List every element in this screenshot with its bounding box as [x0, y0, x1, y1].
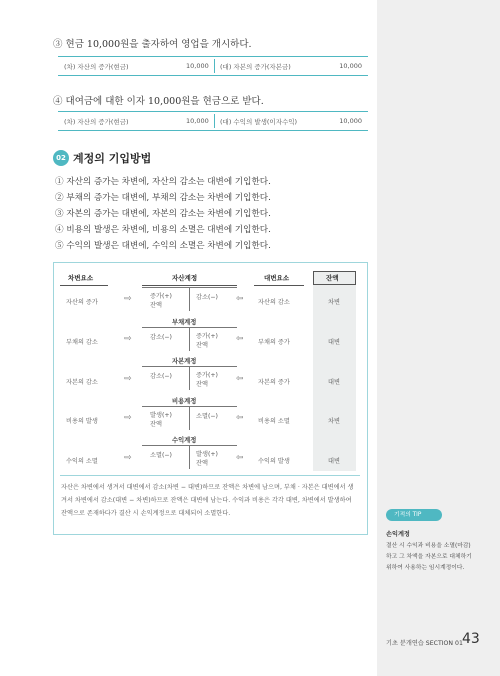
row-2-left: 감소(−)	[150, 334, 172, 341]
tip-body: 결산 시 수익과 비용을 소멸(마감)하고 그 차액을 자본으로 대체하기 위하여 사용하는 임시계정이다.	[386, 543, 472, 571]
arrow-left-icon: ⇦	[236, 374, 244, 384]
row-4-debit-element: 비용의 발생	[66, 418, 98, 425]
tip-badge-label: 기적의 TIP	[394, 512, 422, 518]
row-2-debit-element: 부채의 감소	[66, 339, 98, 346]
header-credit-element: 대변요소	[264, 274, 290, 282]
entry-3-credit: (대) 자본의 증가(자본금)	[220, 63, 291, 71]
page-number: 43	[462, 631, 480, 647]
rule-3: ③ 자본의 증가는 대변에, 자본의 감소는 차변에 기입한다.	[55, 209, 271, 219]
row-1-debit-element: 자산의 증가	[66, 299, 98, 306]
arrow-right-icon: ⇨	[124, 294, 132, 304]
header-underline	[254, 285, 304, 286]
tip-title: 손익계정	[386, 531, 410, 538]
section-number-badge: 02	[53, 150, 69, 166]
table-note: 자산은 차변에서 생겨서 대변에서 감소(차변 − 대변)하므로 잔액은 차변에 남으며, 부채 · 자본은 대변에서 생겨서 차변에서 감소(대변 − 차변)하므로 잔액은 대변에 남는다. 수익과 비용은 각각 대변, 차변에서 발생하여 잔액으로 존재하다가 결산 시 손익계정으로 대체되어 소멸한다.	[61, 484, 354, 517]
row-2-account: 부채계정	[172, 319, 197, 326]
balance-header-box	[313, 271, 356, 285]
footer-section-label: 기초 분개연습 SECTION 01	[386, 640, 463, 647]
arrow-right-icon: ⇨	[124, 334, 132, 344]
row-2-right: 증가(+) 잔액	[196, 333, 218, 349]
header-underline	[60, 285, 108, 286]
t-account-divider	[189, 287, 190, 311]
entry-3-debit-amount: 10,000	[186, 62, 209, 70]
header-balance: 잔액	[326, 274, 339, 282]
row-5-right: 발생(+) 잔액	[196, 451, 218, 467]
arrow-left-icon: ⇦	[236, 453, 244, 463]
arrow-left-icon: ⇦	[236, 413, 244, 423]
section-title: 계정의 기입방법	[73, 152, 152, 165]
row-1-balance: 차변	[328, 299, 340, 306]
sidebar-panel	[377, 0, 500, 676]
entry-separator	[214, 59, 215, 73]
header-account: 자산계정	[172, 274, 198, 282]
row-3-debit-element: 자본의 감소	[66, 379, 98, 386]
transaction-3-text: ③ 현금 10,000원을 출자하여 영업을 개시하다.	[53, 39, 252, 50]
entry-4-debit-amount: 10,000	[186, 117, 209, 125]
row-5-account: 수익계정	[172, 437, 197, 444]
row-2-balance: 대변	[328, 339, 340, 346]
rule-5: ⑤ 수익의 발생은 대변에, 수익의 소멸은 차변에 기입한다.	[55, 241, 271, 251]
transaction-4-text: ④ 대여금에 대한 이자 10,000원을 현금으로 받다.	[53, 96, 264, 107]
arrow-left-icon: ⇦	[236, 334, 244, 344]
row-2-credit-element: 부채의 증가	[258, 339, 290, 346]
row-5-debit-element: 수익의 소멸	[66, 458, 98, 465]
arrow-left-icon: ⇦	[236, 294, 244, 304]
row-3-right: 증가(+) 잔액	[196, 372, 218, 388]
row-5-left: 소멸(−)	[150, 452, 172, 459]
rule-4: ④ 비용의 발생은 차변에, 비용의 소멸은 대변에 기입한다.	[55, 225, 271, 235]
row-1-credit-element: 자산의 감소	[258, 299, 290, 306]
entry-3-credit-amount: 10,000	[339, 62, 362, 70]
row-5-balance: 대변	[328, 458, 340, 465]
row-1-right: 감소(−)	[196, 294, 218, 301]
arrow-right-icon: ⇨	[124, 453, 132, 463]
entry-4-credit: (대) 수익의 발생(이자수익)	[220, 118, 298, 126]
row-3-balance: 대변	[328, 379, 340, 386]
entry-separator	[214, 114, 215, 128]
row-1-left: 증가(+) 잔액	[150, 293, 172, 309]
table-divider	[60, 475, 360, 476]
t-account-divider	[189, 366, 190, 390]
row-3-left: 감소(−)	[150, 373, 172, 380]
arrow-right-icon: ⇨	[124, 413, 132, 423]
header-underline	[142, 285, 237, 286]
row-4-left: 발생(+) 잔액	[150, 412, 172, 428]
row-4-account: 비용계정	[172, 398, 197, 405]
header-debit-element: 차변요소	[68, 274, 94, 282]
t-account-divider	[189, 406, 190, 430]
tip-badge	[386, 509, 442, 521]
row-5-credit-element: 수익의 발생	[258, 458, 290, 465]
row-3-account: 자본계정	[172, 358, 197, 365]
row-4-credit-element: 비용의 소멸	[258, 418, 290, 425]
entry-3-debit: (차) 자산의 증가(현금)	[64, 63, 129, 71]
entry-4-credit-amount: 10,000	[339, 117, 362, 125]
t-account-divider	[189, 445, 190, 469]
t-account-divider	[189, 327, 190, 351]
journal-entry-3	[58, 56, 368, 76]
row-4-right: 소멸(−)	[196, 413, 218, 420]
rule-1: ① 자산의 증가는 차변에, 자산의 감소는 대변에 기입한다.	[55, 177, 271, 187]
arrow-right-icon: ⇨	[124, 374, 132, 384]
journal-entry-4	[58, 111, 368, 131]
entry-4-debit: (차) 자산의 증가(현금)	[64, 118, 129, 126]
row-3-credit-element: 자본의 증가	[258, 379, 290, 386]
rule-2: ② 부채의 증가는 대변에, 부채의 감소는 차변에 기입한다.	[55, 193, 271, 203]
row-4-balance: 차변	[328, 418, 340, 425]
